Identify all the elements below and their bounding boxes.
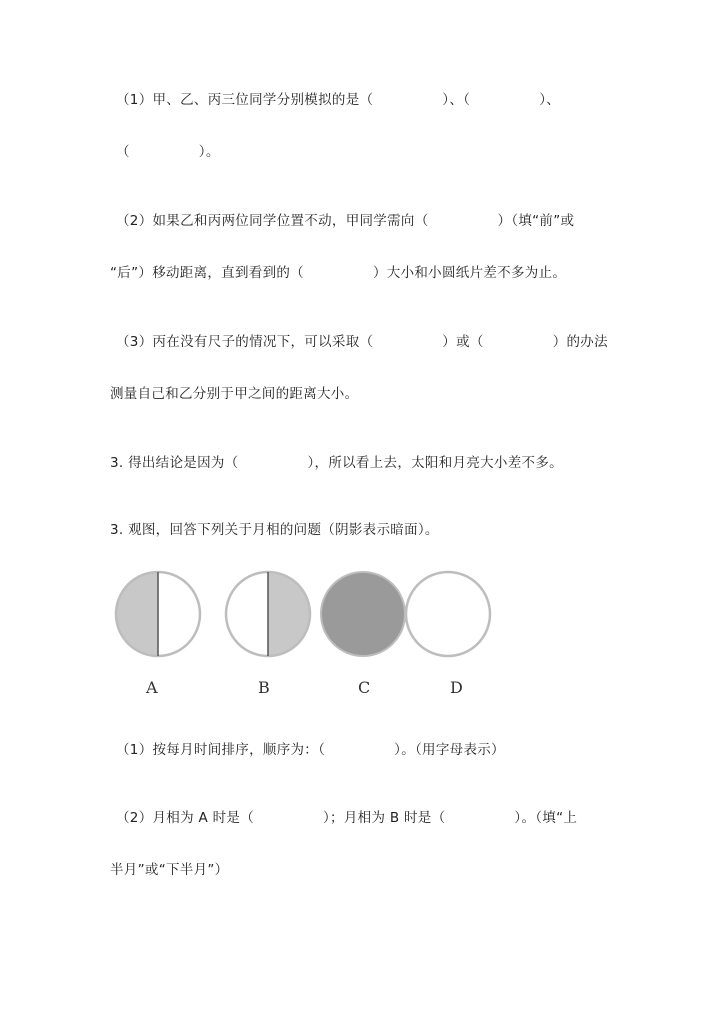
moon-c-shade bbox=[321, 572, 405, 656]
question-2-line-2: “后”）移动距离，直到看到的（ ）大小和小圆纸片差不多为止。 bbox=[110, 265, 567, 281]
moon-c bbox=[321, 572, 405, 656]
moon-label-d: D bbox=[450, 678, 463, 697]
moon-d bbox=[406, 572, 490, 656]
question-3-line-2: 测量自己和乙分别于甲之间的距离大小。 bbox=[110, 386, 359, 402]
moon-b bbox=[226, 572, 310, 656]
moon-question-2-line-1: （2）月相为 A 时是（ ）；月相为 B 时是（ ）。（填“上 bbox=[116, 810, 578, 826]
question-3-line-1: （3）丙在没有尺子的情况下，可以采取（ ）或（ ）的办法 bbox=[116, 334, 608, 350]
question-1-line-2: （ ）。 bbox=[116, 144, 220, 160]
conclusion-question: 3. 得出结论是因为（ ），所以看上去，太阳和月亮大小差不多。 bbox=[110, 455, 563, 471]
moon-label-a: A bbox=[146, 678, 158, 697]
question-2-line-1: （2）如果乙和丙两位同学位置不动，甲同学需向（ ）（填“前”或 bbox=[116, 213, 575, 229]
moon-b-shade bbox=[268, 572, 310, 656]
moon-d-outline bbox=[406, 572, 490, 656]
moon-phase-title: 3. 观图，回答下列关于月相的问题（阴影表示暗面）。 bbox=[110, 522, 439, 538]
moon-question-1: （1）按每月时间排序，顺序为：（ ）。（用字母表示） bbox=[116, 742, 505, 758]
moon-question-2-line-2: 半月”或“下半月”） bbox=[110, 862, 229, 878]
moon-phase-figure bbox=[108, 566, 498, 666]
question-1-line-1: （1）甲、乙、丙三位同学分别模拟的是（ ）、（ ）、 bbox=[116, 92, 561, 108]
moon-a bbox=[116, 572, 200, 656]
moon-label-b: B bbox=[258, 678, 270, 697]
moon-label-c: C bbox=[358, 678, 371, 697]
moon-a-shade bbox=[116, 572, 158, 656]
